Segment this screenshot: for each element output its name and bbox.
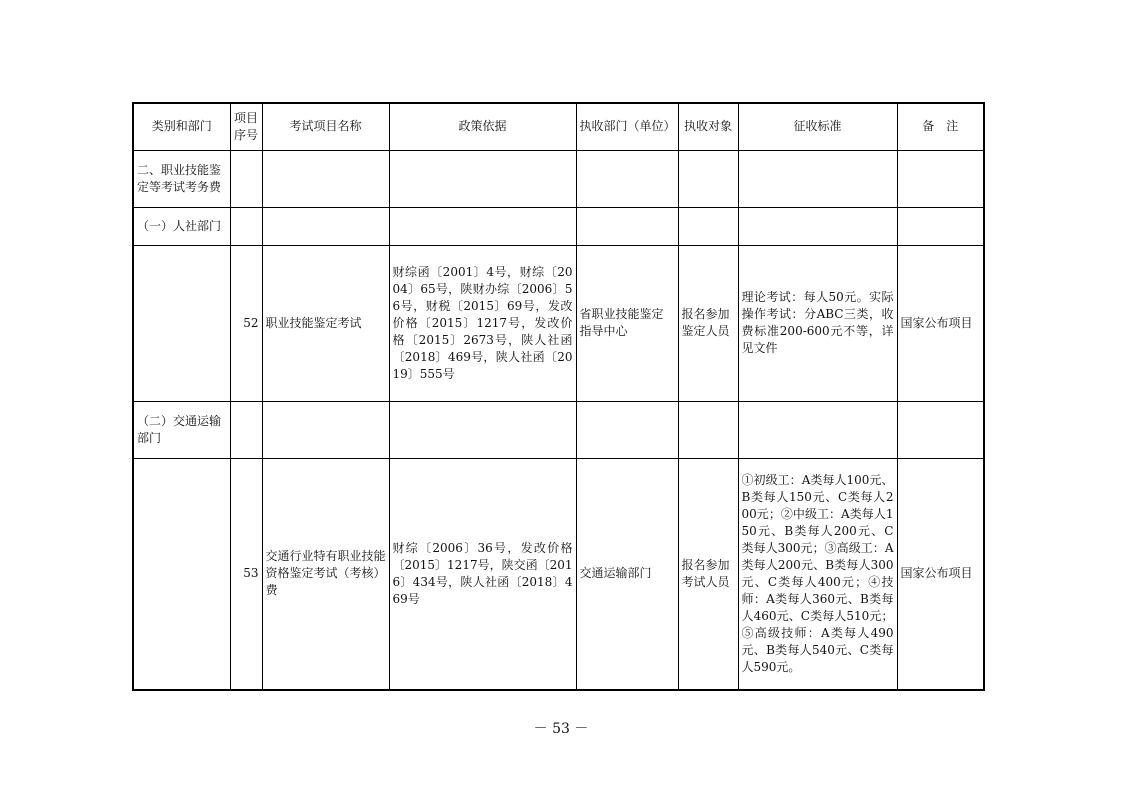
row-remark: 国家公布项目 (897, 245, 984, 401)
row-seq: 53 (230, 458, 262, 690)
row-standard: ①初级工：A类每人100元、B类每人150元、C类每人200元；②中级工：A类每人150元、B类每人200元、C类每人300元；③高级工：A类每人200元、B类每人300元、C类每人400元；④技师：A类每人360元、B类每人460元、C类每人510元；⑤高级技师：A类每人490元、B类每人540元、C类每人590元。 (738, 458, 897, 690)
row-name: 职业技能鉴定考试 (262, 245, 389, 401)
table-row (133, 458, 984, 690)
section-row (133, 150, 984, 207)
header-target: 执收对象 (678, 103, 738, 150)
row-target: 报名参加鉴定人员 (678, 245, 738, 401)
row-policy: 财综〔2006〕36号，发改价格〔2015〕1217号，陕交函〔2016〕434号，陕人社函〔2018〕469号 (389, 458, 576, 690)
header-seq: 项目序号 (230, 103, 262, 150)
table-row (133, 245, 984, 401)
section-title: 二、职业技能鉴定等考试考务费 (133, 150, 230, 207)
row-unit: 交通运输部门 (576, 458, 678, 690)
fee-table (132, 102, 985, 691)
header-unit: 执收部门（单位） (576, 103, 678, 150)
subsection-row (133, 207, 984, 245)
row-remark: 国家公布项目 (897, 458, 984, 690)
subsection-title: （二）交通运输部门 (133, 401, 230, 458)
header-standard: 征收标准 (738, 103, 897, 150)
row-name: 交通行业特有职业技能资格鉴定考试（考核）费 (262, 458, 389, 690)
header-row (133, 103, 984, 150)
header-name: 考试项目名称 (262, 103, 389, 150)
row-seq: 52 (230, 245, 262, 401)
header-category: 类别和部门 (133, 103, 230, 150)
header-remark: 备 注 (897, 103, 984, 150)
page-number: － 53 － (533, 721, 589, 737)
row-policy: 财综函〔2001〕4号，财综〔2004〕65号，陕财办综〔2006〕56号，财税〔2015〕69号，发改价格〔2015〕1217号，发改价格〔2015〕2673号，陕人社函〔2018〕469号，陕人社函〔2019〕555号 (389, 245, 576, 401)
subsection-row (133, 401, 984, 458)
row-target: 报名参加考试人员 (678, 458, 738, 690)
header-policy: 政策依据 (389, 103, 576, 150)
subsection-title: （一）人社部门 (133, 207, 230, 245)
row-unit: 省职业技能鉴定指导中心 (576, 245, 678, 401)
row-standard: 理论考试：每人50元。实际操作考试：分ABC三类，收费标准200-600元不等，详见文件 (738, 245, 897, 401)
